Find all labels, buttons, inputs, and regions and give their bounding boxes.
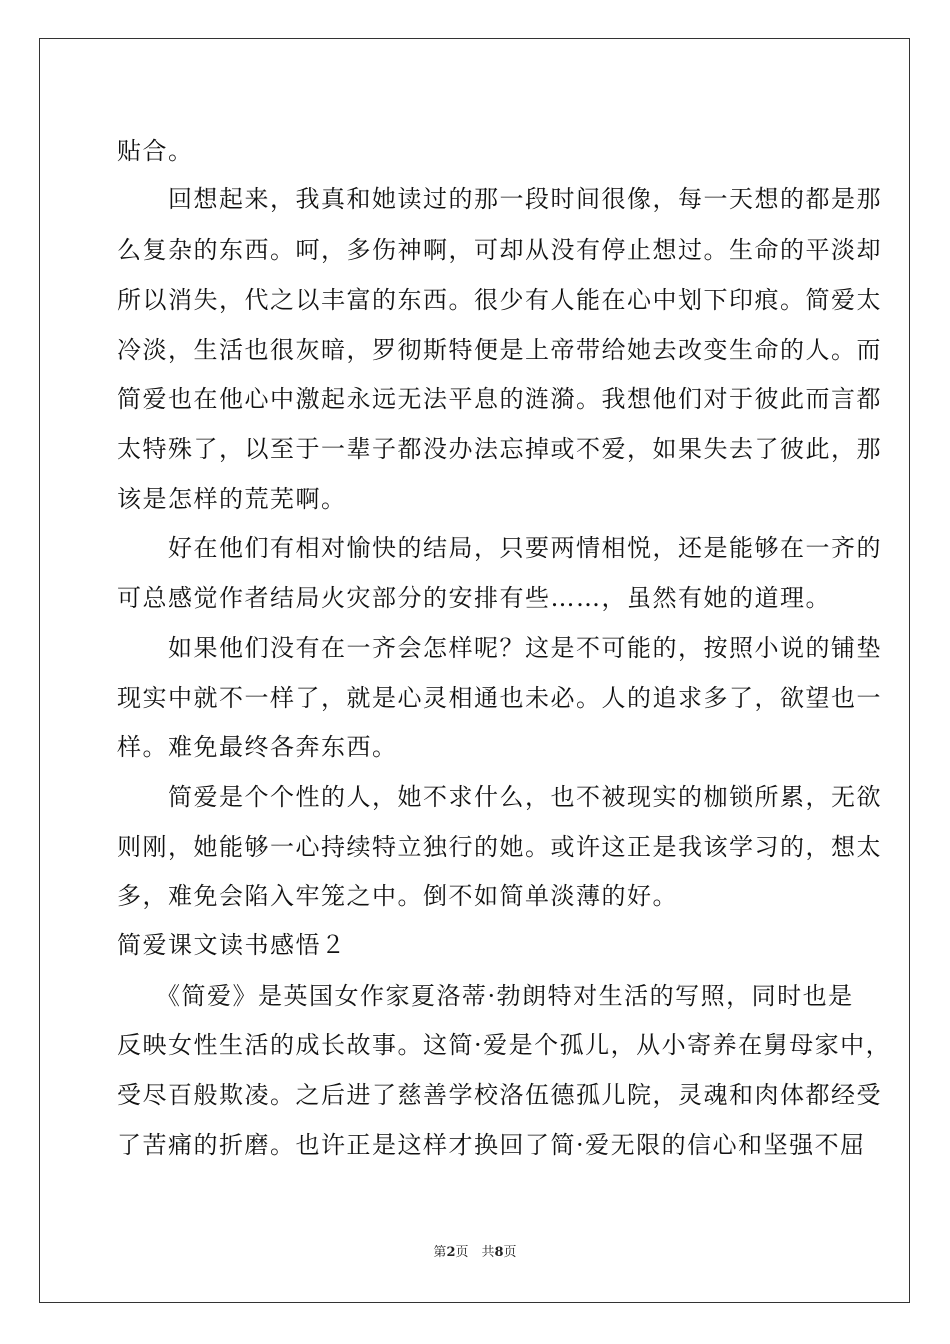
total-page-number: 8 xyxy=(494,1245,504,1260)
text-line: 现实中就不一样了，就是心灵相通也未必。人的追求多了，欲望也一 xyxy=(117,684,882,712)
page-label-prefix: 第 xyxy=(433,1245,447,1260)
page-label-suffix: 页 xyxy=(503,1245,517,1260)
page-label-mid: 页 共 xyxy=(455,1245,495,1260)
text-line: 好在他们有相对愉快的结局，只要两情相悦，还是能够在一齐的 xyxy=(117,534,882,562)
text-line: 受尽百般欺凌。之后进了慈善学校洛伍德孤儿院，灵魂和肉体都经受 xyxy=(117,1081,882,1109)
text-line: 简爱也在他心中激起永远无法平息的涟漪。我想他们对于彼此而言都 xyxy=(117,385,882,413)
text-line: 样。难免最终各奔东西。 xyxy=(117,733,398,761)
text-line: 如果他们没有在一齐会怎样呢？这是不可能的，按照小说的铺垫 xyxy=(117,634,882,662)
text-line: 反映女性生活的成长故事。这简·爱是个孤儿，从小寄养在舅母家中， xyxy=(117,1031,892,1059)
text-line: 冷淡，生活也很灰暗，罗彻斯特便是上帝带给她去改变生命的人。而 xyxy=(117,336,882,364)
text-line: 太特殊了，以至于一辈子都没办法忘掉或不爱，如果失去了彼此，那 xyxy=(117,435,882,463)
text-line: 则刚，她能够一心持续特立独行的她。或许这正是我该学习的，想太 xyxy=(117,833,882,861)
section-heading: 简爱课文读书感悟２ xyxy=(117,931,347,959)
text-line: 简爱是个个性的人，她不求什么，也不被现实的枷锁所累，无欲 xyxy=(117,783,882,811)
text-line: 所以消失，代之以丰富的东西。很少有人能在心中划下印痕。简爱太 xyxy=(117,286,882,314)
text-line: 回想起来，我真和她读过的那一段时间很像，每一天想的都是那 xyxy=(117,185,882,213)
text-line: 《简爱》是英国女作家夏洛蒂·勃朗特对生活的写照，同时也是 xyxy=(117,982,854,1010)
text-line: 了苦痛的折磨。也许正是这样才换回了简·爱无限的信心和坚强不屈 xyxy=(117,1131,866,1159)
current-page-number: 2 xyxy=(446,1245,456,1260)
text-line: 该是怎样的荒芜啊。 xyxy=(117,485,347,513)
text-line: 贴合。 xyxy=(117,137,194,165)
page-border xyxy=(39,38,910,1303)
text-line: 么复杂的东西。呵，多伤神啊，可却从没有停止想过。生命的平淡却 xyxy=(117,236,882,264)
page-number-footer xyxy=(0,1245,950,1261)
text-line: 可总感觉作者结局火灾部分的安排有些……，虽然有她的道理。 xyxy=(117,584,831,612)
text-line: 多，难免会陷入牢笼之中。倒不如简单淡薄的好。 xyxy=(117,882,678,910)
